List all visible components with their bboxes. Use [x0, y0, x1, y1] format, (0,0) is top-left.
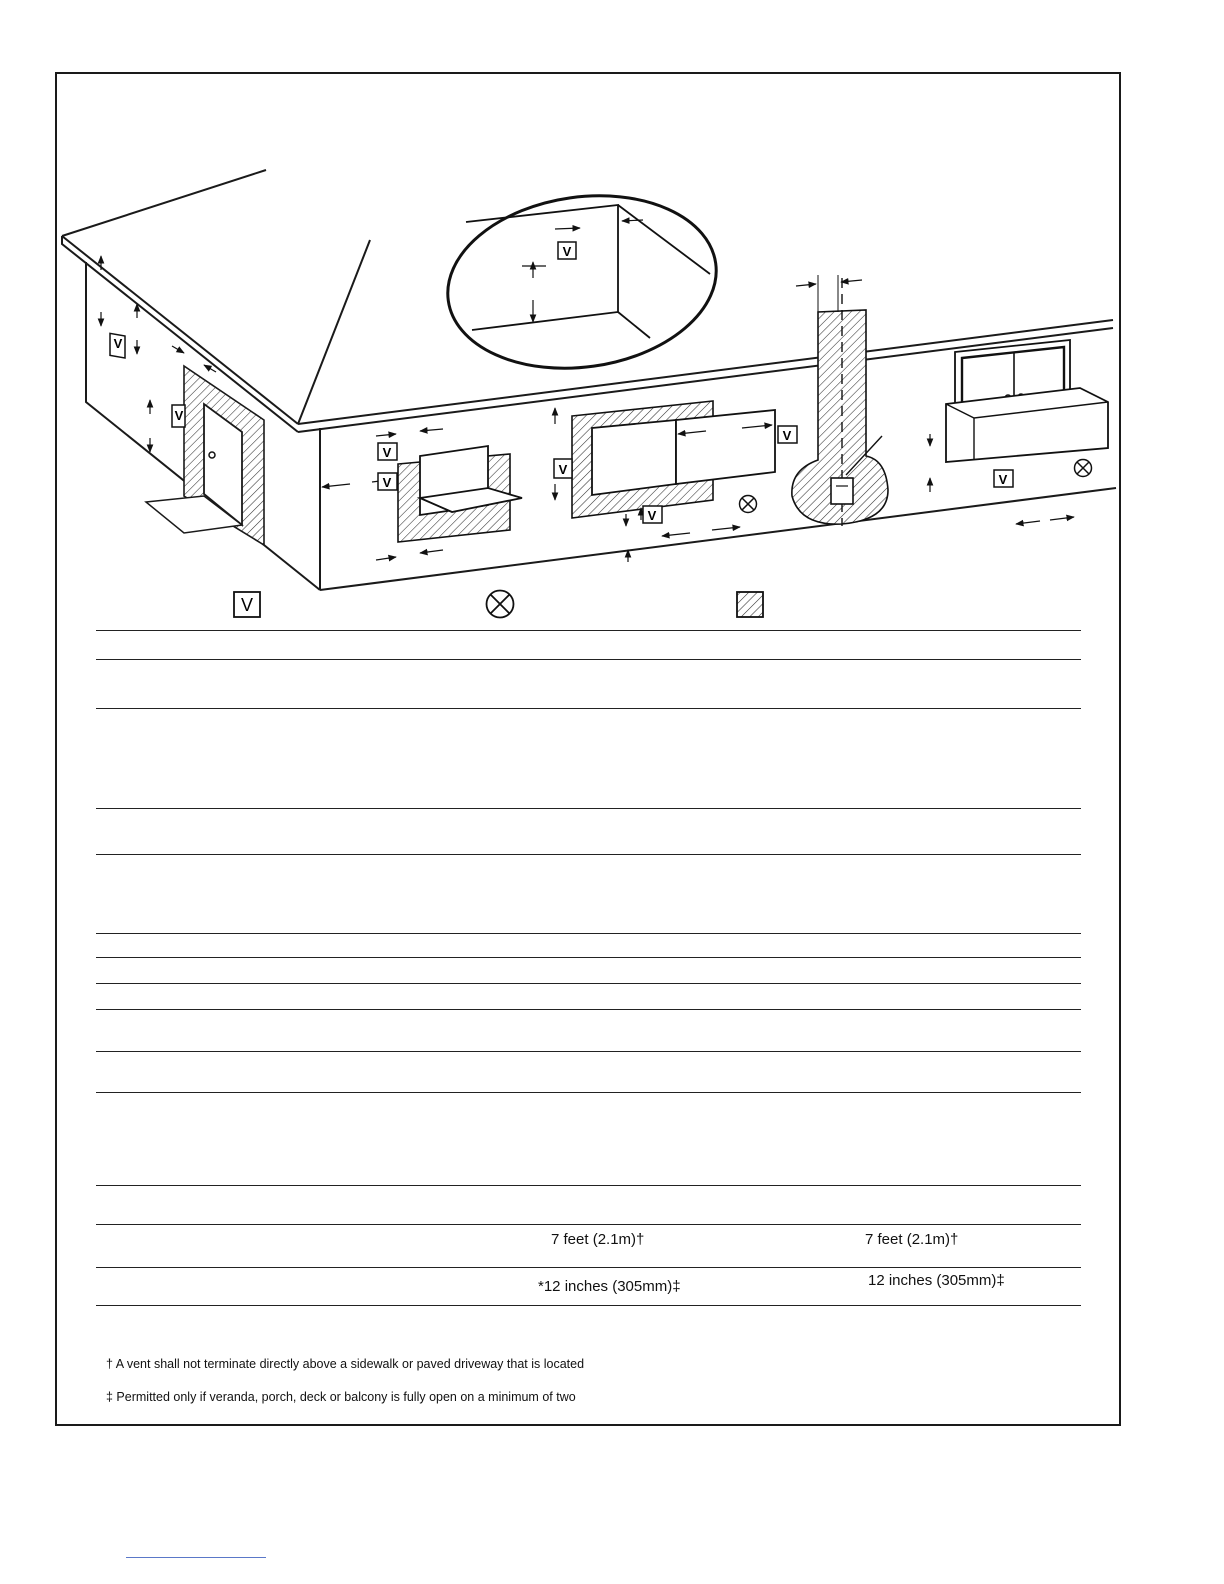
legend — [234, 591, 763, 618]
table-rule — [96, 630, 1081, 631]
vent-marker — [994, 470, 1013, 487]
vent-marker — [378, 473, 397, 490]
inset-detail — [436, 179, 727, 385]
balcony — [946, 340, 1108, 462]
table-rule — [96, 933, 1081, 934]
table-rule — [96, 1185, 1081, 1186]
table-rule — [96, 659, 1081, 660]
table-rule — [96, 1224, 1081, 1225]
air-inlet-marker — [740, 496, 757, 513]
vent-marker — [643, 506, 662, 523]
cell-opening-height-us: 7 feet (2.1m)† — [865, 1231, 959, 1248]
svg-text:V: V — [647, 508, 657, 523]
table-rule — [96, 1051, 1081, 1052]
table-rule — [96, 983, 1081, 984]
svg-text:V: V — [562, 244, 572, 259]
svg-text:V: V — [558, 462, 568, 477]
vent-marker — [172, 405, 185, 427]
table-rule — [96, 1305, 1081, 1306]
window-canopy — [398, 446, 522, 542]
vent-marker — [554, 459, 572, 478]
hatched-square-icon — [737, 592, 763, 617]
table-rule — [96, 957, 1081, 958]
vent-marker — [378, 443, 397, 460]
table-rule — [96, 1092, 1081, 1093]
svg-text:V: V — [782, 428, 792, 443]
svg-text:V: V — [113, 336, 123, 351]
vent-marker — [110, 333, 125, 358]
vent-clearance-illustration — [0, 0, 1224, 630]
link-underline — [126, 1557, 266, 1558]
table-rule — [96, 1009, 1081, 1010]
circle-x-icon — [487, 591, 514, 618]
air-inlet-marker — [1075, 460, 1092, 477]
legend-vent-terminal — [234, 592, 260, 617]
table-rule — [96, 808, 1081, 809]
vent-marker — [778, 426, 797, 443]
svg-text:V: V — [240, 595, 254, 615]
footnote-double-dagger: ‡ Permitted only if veranda, porch, deck or balcony is fully open on a minimum of two — [106, 1390, 576, 1404]
side-door — [146, 366, 264, 545]
svg-text:V: V — [382, 445, 392, 460]
svg-text:V: V — [174, 408, 184, 423]
cell-opening-height-canada: 7 feet (2.1m)† — [551, 1231, 645, 1248]
cell-veranda-us: 12 inches (305mm)‡ — [868, 1272, 1005, 1289]
vent-marker — [558, 242, 576, 259]
table-rule — [96, 854, 1081, 855]
cell-veranda-canada: *12 inches (305mm)‡ — [538, 1278, 681, 1295]
table-rule — [96, 1267, 1081, 1268]
table-rule — [96, 708, 1081, 709]
svg-text:V: V — [382, 475, 392, 490]
svg-text:V: V — [998, 472, 1008, 487]
gas-meter-column — [792, 275, 888, 526]
footnote-dagger: † A vent shall not terminate directly above a sidewalk or paved driveway that is located — [106, 1357, 585, 1371]
